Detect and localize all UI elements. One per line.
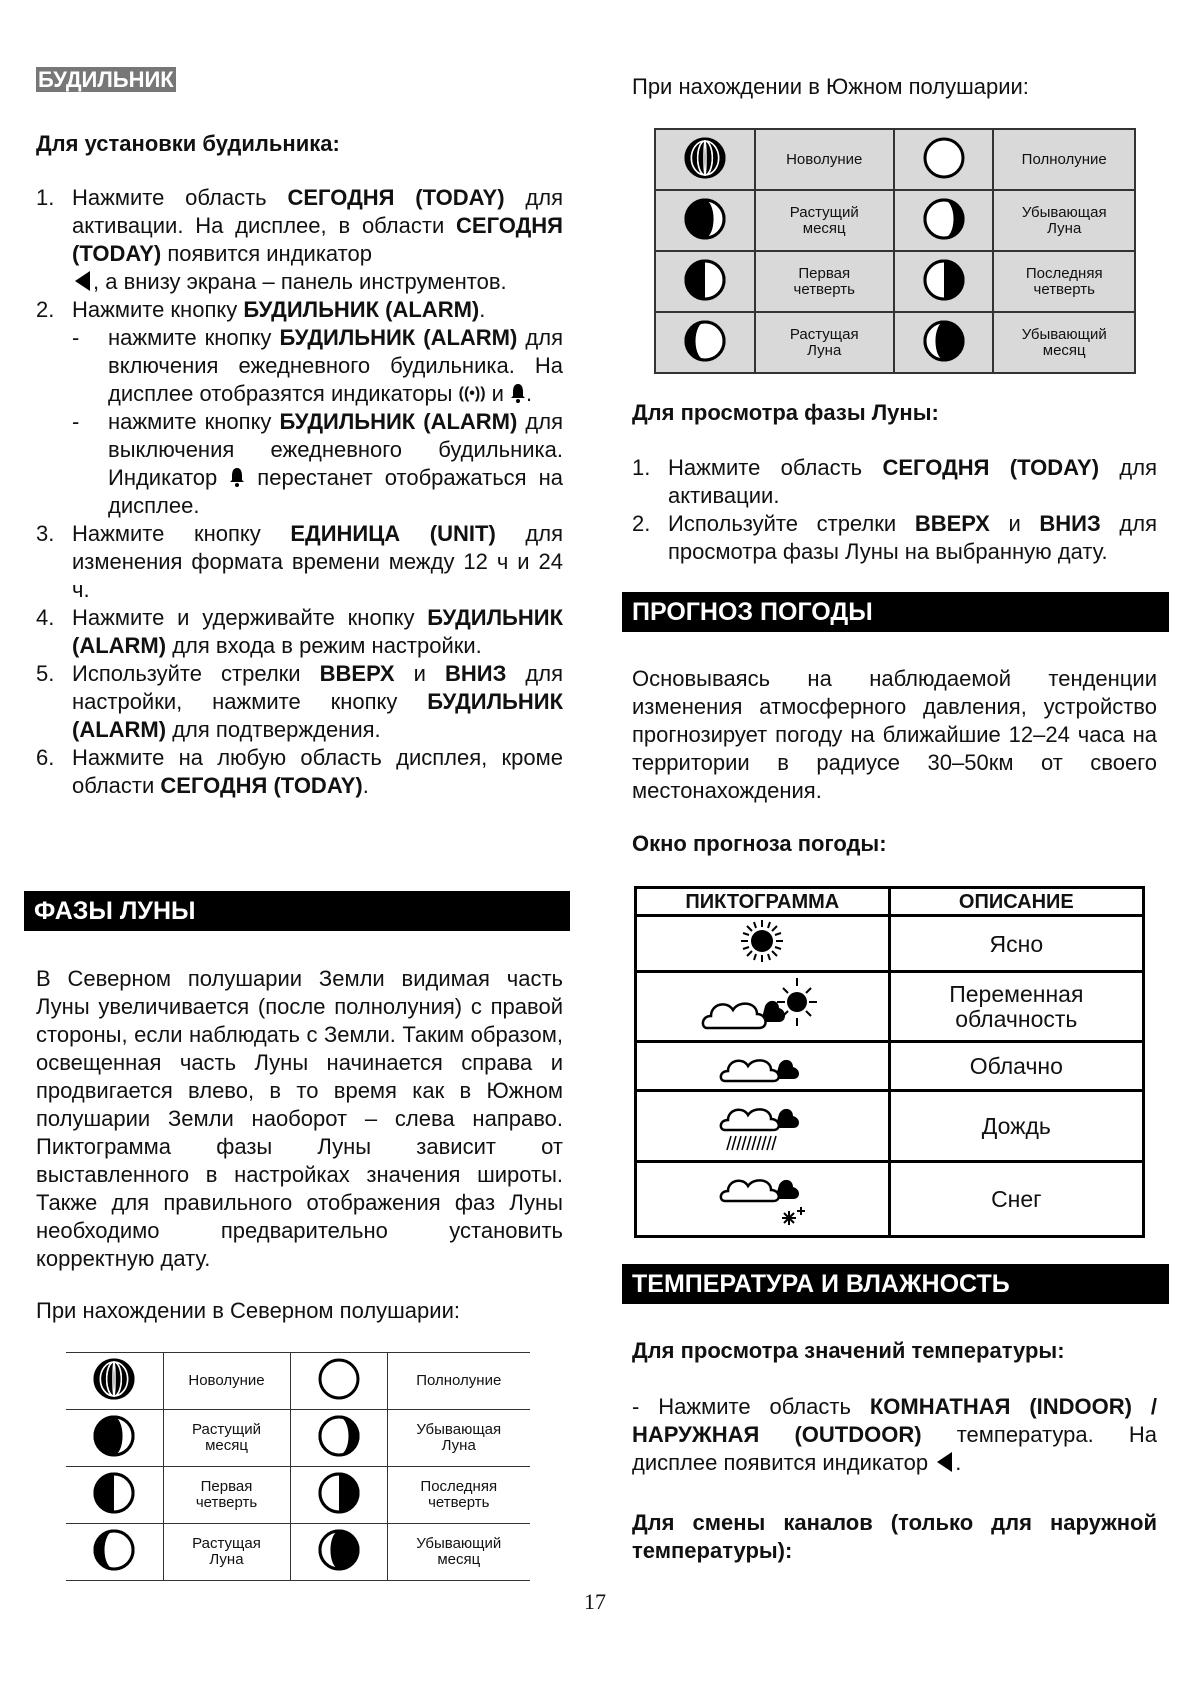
alarm-step-4: 4. Нажмите и удерживайте кнопку БУДИЛЬНИК (ALARM) для входа в режим настройки. [36,605,563,658]
view-phase-title: Для просмотра фазы Луны: [632,400,939,425]
first-quarter-icon [655,251,755,312]
weather-table [634,886,1145,1238]
waxing-crescent-icon [66,1410,163,1467]
moon-phase-label: Последняя четверть [387,1467,530,1524]
forecast-band: ПРОГНОЗ ПОГОДЫ [622,592,1169,632]
moon-phase-label: Убывающий месяц [387,1524,530,1581]
wx-label: Дождь [889,1091,1143,1162]
cloudy-icon [636,1042,890,1091]
new-moon-icon [655,129,755,190]
waxing-gibbous-icon [655,312,755,373]
forecast-text: Основываясь на наблюдаемой тенденции изменения атмосферного давления, устройство прогнозирует погоду на ближайшие 12–24 часа на территории в радиусе 30–50км от своего местонахождения. [632,666,1157,803]
waning-crescent-icon [290,1524,387,1581]
moon-phase-label: Убывающий месяц [993,312,1135,373]
moon-phase-label: Первая четверть [163,1467,290,1524]
moon-phase-label: Растущий месяц [163,1410,290,1467]
wx-header-icon: ПИКТОГРАММА [636,888,890,916]
waxing-gibbous-icon [66,1524,163,1581]
alarm-subtitle: Для установки будильника: [36,131,340,156]
moon-phase-label: Растущая Луна [755,312,894,373]
wx-header-desc: ОПИСАНИЕ [889,888,1143,916]
partly-cloudy-icon [636,972,890,1042]
moon-phase-label: Растущая Луна [163,1524,290,1581]
moon-phase-label: Растущий месяц [755,190,894,251]
moon-phase-label: Убывающая Луна [387,1410,530,1467]
alarm-step-5: 5. Используйте стрелки ВВЕРХ и ВНИЗ для настройки, нажмите кнопку БУДИЛЬНИК (ALARM) для подтверждения. [36,661,564,742]
alarm-step-3: 3. Нажмите кнопку ЕДИНИЦА (UNIT) для изменения формата времени между 12 ч и 24 ч. [36,521,563,602]
bell-icon [510,382,526,404]
waning-crescent-icon [894,312,994,373]
full-moon-icon [290,1353,387,1410]
new-moon-icon [66,1353,163,1410]
alarm-steps [36,184,563,800]
moon-table-row [655,251,1135,312]
view-phase-steps [632,454,1157,566]
south-caption: При нахождении в Южном полушарии: [632,74,1029,99]
alarm-section-title [36,66,176,94]
last-quarter-icon [290,1467,387,1524]
moon-phase-label: Полнолуние [993,129,1135,190]
forecast-window-title: Окно прогноза погоды: [632,831,887,856]
channels-title: Для смены каналов (только для наружной температуры): [632,1510,1157,1563]
alarm-substep-1: - нажмите кнопку БУДИЛЬНИК (ALARM) для включения ежедневного будильника. На дисплее отобразятся индикаторы ((•)) и . [72,325,563,406]
alarm-step-1: 1. Нажмите область СЕГОДНЯ (TODAY) для активации. На дисплее, в области СЕГОДНЯ (TODAY) появится индикатор , а внизу экрана – панель инструментов. [36,185,563,294]
wx-row [636,1162,1144,1237]
moon-table-row [66,1467,530,1524]
south-moon-table [654,128,1136,374]
north-caption: При нахождении в Северном полушарии: [36,1298,460,1323]
moon-table-row [655,312,1135,373]
alarm-substep-2: - нажмите кнопку БУДИЛЬНИК (ALARM) для выключения ежедневного будильника. Индикатор перестанет отображаться на дисплее. [72,409,563,518]
alarm-signal-icon: ((•)) [458,385,486,402]
view-step-2: 2. Используйте стрелки ВВЕРХ и ВНИЗ для просмотра фазы Луны на выбранную дату. [632,511,1158,564]
indicator-arrow-icon [75,271,90,291]
moon-phase-label: Последняя четверть [993,251,1135,312]
wx-row [636,1091,1144,1162]
waning-gibbous-icon [894,190,994,251]
sun-icon [636,916,890,972]
moon-table-row [655,129,1135,190]
first-quarter-icon [66,1467,163,1524]
last-quarter-icon [894,251,994,312]
wx-row [636,1042,1144,1091]
wx-label: Облачно [889,1042,1143,1091]
wx-row [636,916,1144,972]
waning-gibbous-icon [290,1410,387,1467]
temp-view-text: - Нажмите область КОМНАТНАЯ (INDOOR) / НАРУЖНАЯ (OUTDOOR) температура. На дисплее появится индикатор . [632,1394,1157,1475]
snow-icon [636,1162,890,1237]
moon-table-row [66,1524,530,1581]
north-moon-table [66,1352,530,1581]
moon-table-row [66,1410,530,1467]
moon-phase-label: Убывающая Луна [993,190,1135,251]
rain-icon [636,1091,890,1162]
moon-table-row [66,1353,530,1410]
moon-phases-band: ФАЗЫ ЛУНЫ [24,891,570,931]
wx-row [636,972,1144,1042]
wx-label: Переменная облачность [889,972,1143,1042]
moon-phase-label: Новолуние [755,129,894,190]
moon-table-row [655,190,1135,251]
moon-phase-label: Новолуние [163,1353,290,1410]
page-number: 17 [584,1589,606,1614]
waxing-crescent-icon [655,190,755,251]
wx-label: Снег [889,1162,1143,1237]
alarm-step-2: 2. Нажмите кнопку БУДИЛЬНИК (ALARM). - нажмите кнопку БУДИЛЬНИК (ALARM) для включения ежедневного будильника. На дисплее отобразятся индикаторы ((•)) и . - нажмите кнопку БУДИЛЬНИК (ALARM) для выключения ежедневного будильника. Индикатор перестанет отображаться на дисплее. [36,297,563,518]
indicator-arrow-icon [937,1452,952,1472]
alarm-step-6: 6. Нажмите на любую область дисплея, кроме области СЕГОДНЯ (TODAY). [36,745,563,798]
view-step-1: 1. Нажмите область СЕГОДНЯ (TODAY) для активации. [632,455,1157,508]
moon-phase-label: Полнолуние [387,1353,530,1410]
alarm-title: БУДИЛЬНИК [38,67,174,92]
temp-view-title: Для просмотра значений температуры: [632,1338,1065,1363]
moon-phase-label: Первая четверть [755,251,894,312]
temperature-band: ТЕМПЕРАТУРА И ВЛАЖНОСТЬ [622,1264,1169,1304]
full-moon-icon [894,129,994,190]
moon-phases-text: В Северном полушарии Земли видимая часть Луны увеличивается (после полнолуния) с правой стороны, если наблюдать с Земли. Таким образом, освещенная часть Луны начинается справа и продвигается влево, в то время как в Южном полушарии Земли наоборот – слева направо. Пиктограмма фазы Луны зависит от выставленного в настройках значения широты. Также для правильного отображения фаз Луны необходимо предварительно установить корректную дату. [36,966,563,1271]
bell-icon [229,466,245,488]
wx-label: Ясно [889,916,1143,972]
